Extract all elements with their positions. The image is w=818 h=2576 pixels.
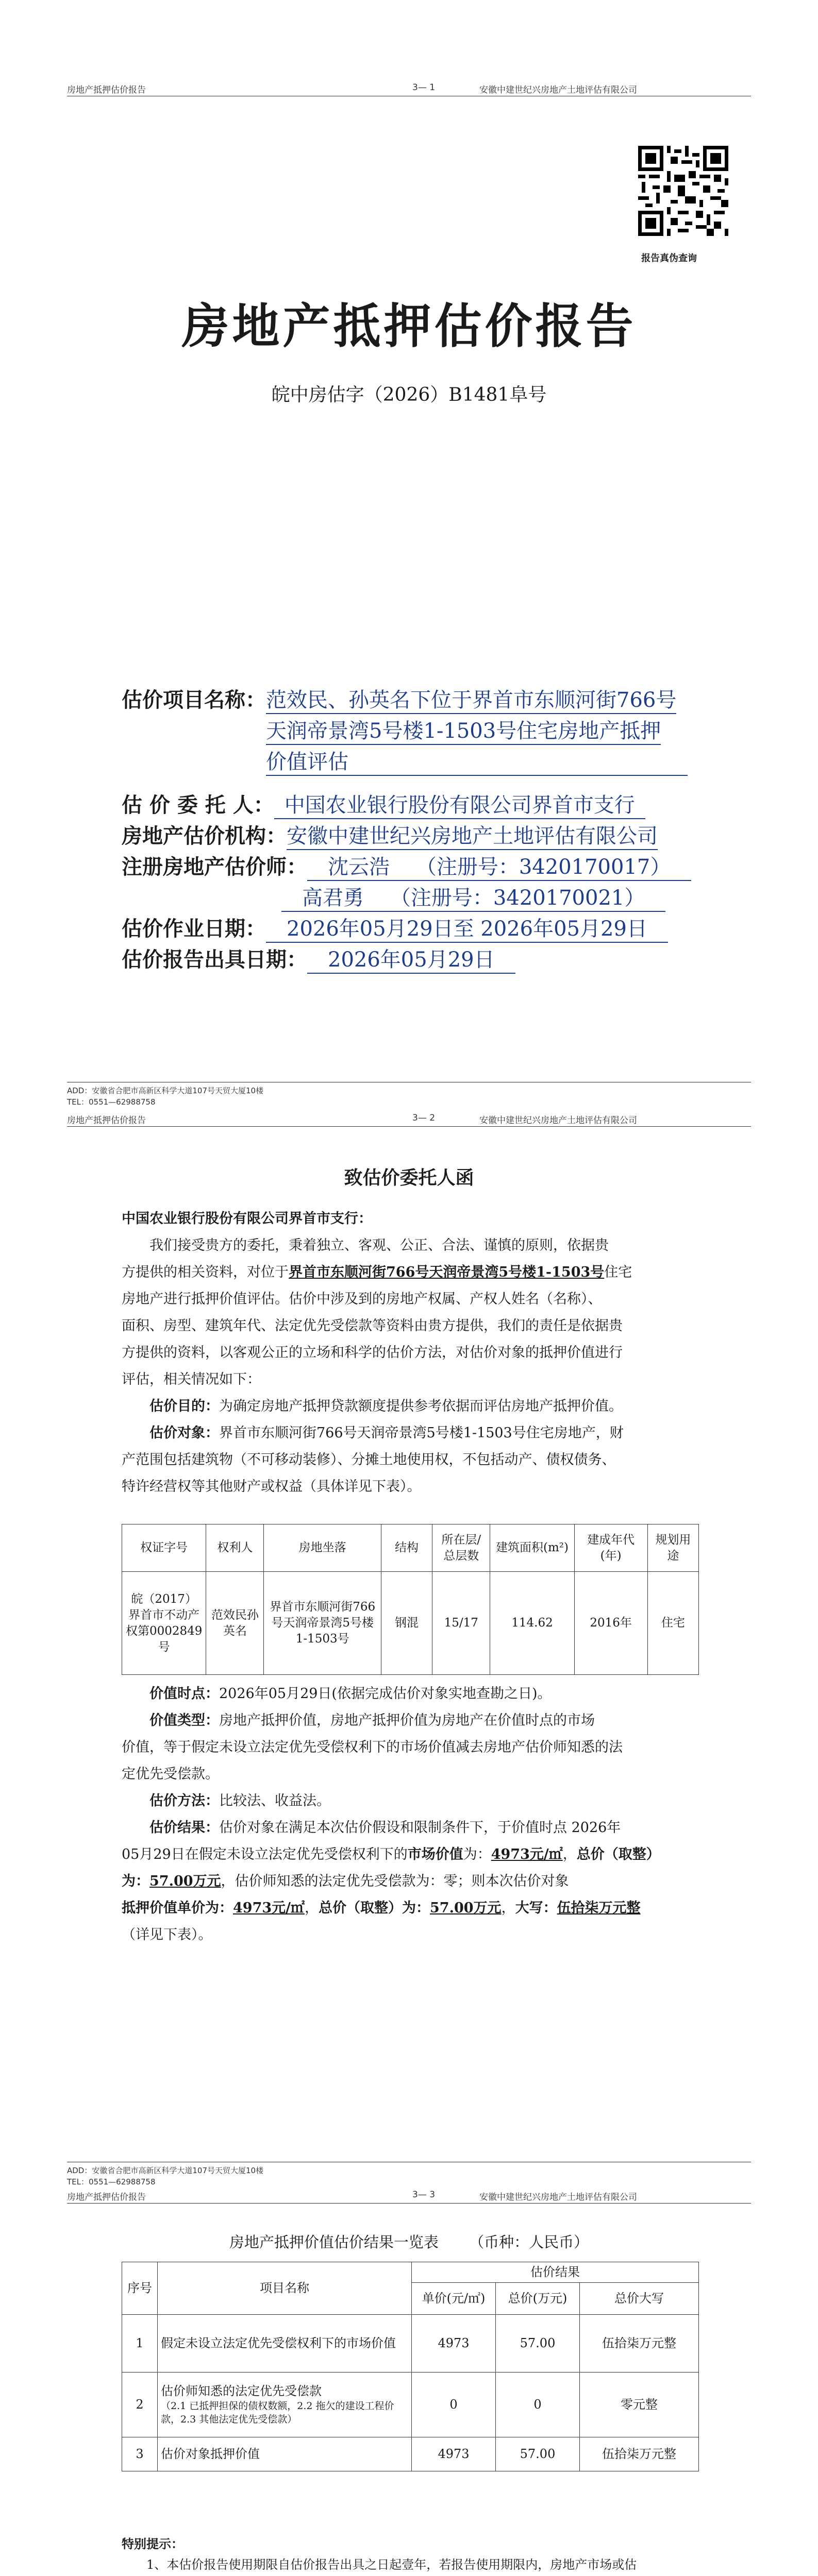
- th-location: 房地坐落: [264, 1524, 381, 1572]
- result-l1: 估价对象在满足本次估价假设和限制条件下，于价值时点 2026年: [219, 1820, 621, 1836]
- qr-caption: 报告真伪查询: [641, 253, 697, 264]
- object-l3: 特许经营权等其他财产或权益（具体详见下表）。: [122, 1479, 421, 1495]
- date-value: 2026年05月29日(依据完成估价对象实地查勘之日)。: [219, 1686, 552, 1702]
- agency-value: 安徽中建世纪兴房地产土地评估有限公司: [287, 820, 658, 850]
- letter-para1-l2: 方提供的相关资料，对位于界首市东顺河街766号天润帝景湾5号楼1-1503号住宅: [122, 1264, 632, 1280]
- letter-para1-l6: 评估，相关情况如下：: [122, 1371, 261, 1387]
- project-line-3: 价值评估: [266, 745, 688, 776]
- th-cert: 权证字号: [122, 1524, 206, 1572]
- appraiser-2: 高君勇 （注册号：3420170021）: [281, 882, 665, 912]
- type-l2: 价值，等于假定未设立法定优先受偿权利下的市场价值减去房地产估价师知悉的法: [122, 1739, 623, 1755]
- cell-structure: 钢混: [381, 1572, 432, 1675]
- cell-year: 2016年: [574, 1572, 647, 1675]
- letter-para1-l1: 我们接受贵方的委托，秉着独立、客观、公正、合法、谨慎的原则，依据贵: [149, 1238, 609, 1253]
- note-1-l1: 1、本估价报告使用期限自估价报告出具之日起壹年，若报告使用期限内，房地产市场或估: [146, 2557, 637, 2572]
- th-upper: 总价大写: [580, 2283, 699, 2315]
- agency-label: 房地产估价机构：: [122, 824, 287, 848]
- page-number: 3— 1: [412, 82, 436, 93]
- th-result: 估价结果: [412, 2262, 699, 2283]
- th-no: 序号: [122, 2262, 158, 2315]
- summary-currency: （币种：人民币）: [469, 2233, 589, 2251]
- footer-tel: TEL：0551—62988758: [67, 1097, 156, 1107]
- property-table: [122, 1524, 699, 1675]
- header-left: 房地产抵押估价报告: [67, 1115, 146, 1126]
- cell-owner: 范效民孙英名: [206, 1572, 264, 1675]
- type-label: 价值类型：: [149, 1713, 219, 1728]
- appraiser-label: 注册房地产估价师：: [122, 855, 307, 879]
- date-label: 价值时点：: [149, 1686, 219, 1702]
- row2-sub: （2.1 已抵押担保的债权数额，2.2 拖欠的建设工程价款，2.3 其他法定优先受偿款）: [161, 2400, 394, 2425]
- header-left: 房地产抵押估价报告: [67, 2192, 146, 2202]
- footer-1: [67, 1085, 263, 1108]
- th-owner: 权利人: [206, 1524, 264, 1572]
- letter-para1-l4: 面积、房型、建筑年代、法定优先受偿款等资料由贵方提供，我们的责任是依据贵: [122, 1318, 623, 1334]
- type-l3: 定优先受偿款。: [122, 1766, 219, 1782]
- th-floor: 所在层/总层数: [432, 1524, 490, 1572]
- result-l2: 05月29日在假定未设立法定优先受偿权利下的市场价值为：4973元/㎡，总价（取整）: [122, 1846, 660, 1862]
- result-l4: 抵押价值单价为：4973元/㎡，总价（取整）为：57.00万元，大写：伍拾柒万元整: [122, 1900, 641, 1916]
- th-year: 建成年代(年): [574, 1524, 647, 1572]
- purpose-label: 估价目的：: [149, 1398, 219, 1414]
- result-l5: （详见下表）。: [122, 1927, 212, 1943]
- footer-2: [67, 2165, 263, 2188]
- footer-address: ADD：安徽省合肥市高新区科学大道107号天贸大厦10楼: [67, 1086, 264, 1095]
- letter-title: 致估价委托人函: [344, 1167, 474, 1189]
- header-company: 安徽中建世纪兴房地产土地评估有限公司: [479, 2192, 637, 2202]
- header-company: 安徽中建世纪兴房地产土地评估有限公司: [479, 85, 637, 95]
- header-company: 安徽中建世纪兴房地产土地评估有限公司: [479, 1115, 637, 1126]
- cell-area: 114.62: [490, 1572, 574, 1675]
- th-unit: 单价(元/㎡): [412, 2283, 496, 2315]
- footer-address: ADD：安徽省合肥市高新区科学大道107号天贸大厦10楼: [67, 2166, 264, 2175]
- table-row: [122, 1572, 699, 1675]
- purpose-value: 为确定房地产抵押贷款额度提供参考依据而评估房地产抵押价值。: [219, 1398, 623, 1414]
- header-rule: [67, 2203, 751, 2204]
- header-left: 房地产抵押估价报告: [67, 85, 146, 95]
- letter-para1-l3: 房地产进行抵押价值评估。估价中涉及到的房地产权属、产权人姓名（名称）、: [122, 1291, 602, 1307]
- issue-date-label: 估价报告出具日期：: [122, 947, 307, 972]
- notes-title: 特别提示：: [122, 2536, 183, 2551]
- work-date-value: 2026年05月29日至 2026年05月29日: [266, 912, 668, 943]
- property-address: 界首市东顺河街766号天润帝景湾5号楼1-1503号: [289, 1264, 605, 1280]
- object-l1: 界首市东顺河街766号天润帝景湾5号楼1-1503号住宅房地产，财: [219, 1425, 624, 1441]
- cell-use: 住宅: [647, 1572, 698, 1675]
- result-l3: 为：57.00万元，估价师知悉的法定优先受偿款为：零；则本次估价对象: [122, 1873, 569, 1889]
- object-l2: 产范围包括建筑物（不可移动装修）、分摊土地使用权，不包括动产、债权债务、: [122, 1452, 616, 1468]
- table-row: 3 估价对象抵押价值 4973 57.00 伍拾柒万元整: [122, 2437, 699, 2471]
- cell-cert: 皖（2017）界首市不动产权第0002849号: [122, 1572, 206, 1675]
- issue-date-value: 2026年05月29日: [307, 943, 515, 974]
- th-item: 项目名称: [158, 2262, 412, 2315]
- project-line-2: 天润帝景湾5号楼1-1503号住宅房地产抵押: [266, 715, 661, 745]
- appraiser-1: 沈云浩 （注册号：3420170017）: [307, 851, 691, 881]
- project-label: 估价项目名称：: [122, 688, 266, 712]
- table-row: 1 假定未设立法定优先受偿权利下的市场价值 4973 57.00 伍拾柒万元整: [122, 2315, 699, 2372]
- summary-title: 房地产抵押价值估价结果一览表: [229, 2233, 439, 2251]
- th-total: 总价(万元): [496, 2283, 580, 2315]
- table-row: 2 估价师知悉的法定优先受偿款 （2.1 已抵押担保的债权数额，2.2 拖欠的建设工程价款，2.3 其他法定优先受偿款） 0 0 零元整: [122, 2372, 699, 2437]
- project-line-1: 范效民、孙英名下位于界首市东顺河街766号: [266, 684, 676, 714]
- work-date-label: 估价作业日期：: [122, 917, 266, 941]
- client-value: 中国农业银行股份有限公司界首市支行: [274, 789, 645, 819]
- result-label: 估价结果：: [149, 1820, 219, 1836]
- page-number: 3— 2: [412, 1113, 436, 1123]
- object-label: 估价对象：: [149, 1425, 219, 1441]
- th-use: 规划用途: [647, 1524, 698, 1572]
- header-rule: [67, 1126, 751, 1127]
- page-number: 3— 3: [412, 2190, 436, 2200]
- method-label: 估价方法：: [149, 1793, 219, 1809]
- method-value: 比较法、收益法。: [219, 1793, 330, 1809]
- report-title: 房地产抵押估价报告: [181, 298, 637, 354]
- type-l1: 房地产抵押价值，房地产抵押价值为房地产在价值时点的市场: [219, 1713, 595, 1728]
- qr-code-icon: [638, 146, 728, 236]
- doc-number: 皖中房估字（2026）B1481阜号: [271, 384, 547, 405]
- summary-table: [122, 2262, 699, 2471]
- cell-location: 界首市东顺河街766号天润帝景湾5号楼1-1503号: [264, 1572, 381, 1675]
- th-structure: 结构: [381, 1524, 432, 1572]
- client-label: 估 价 委 托 人：: [122, 793, 274, 817]
- th-area: 建筑面积(m²): [490, 1524, 574, 1572]
- cell-floor: 15/17: [432, 1572, 490, 1675]
- letter-para1-l5: 方提供的资料，以客观公正的立场和科学的估价方法，对估价对象的抵押价值进行: [122, 1345, 623, 1361]
- letter-addressee: 中国农业银行股份有限公司界首市支行：: [122, 1211, 372, 1227]
- footer-tel: TEL：0551—62988758: [67, 2177, 156, 2187]
